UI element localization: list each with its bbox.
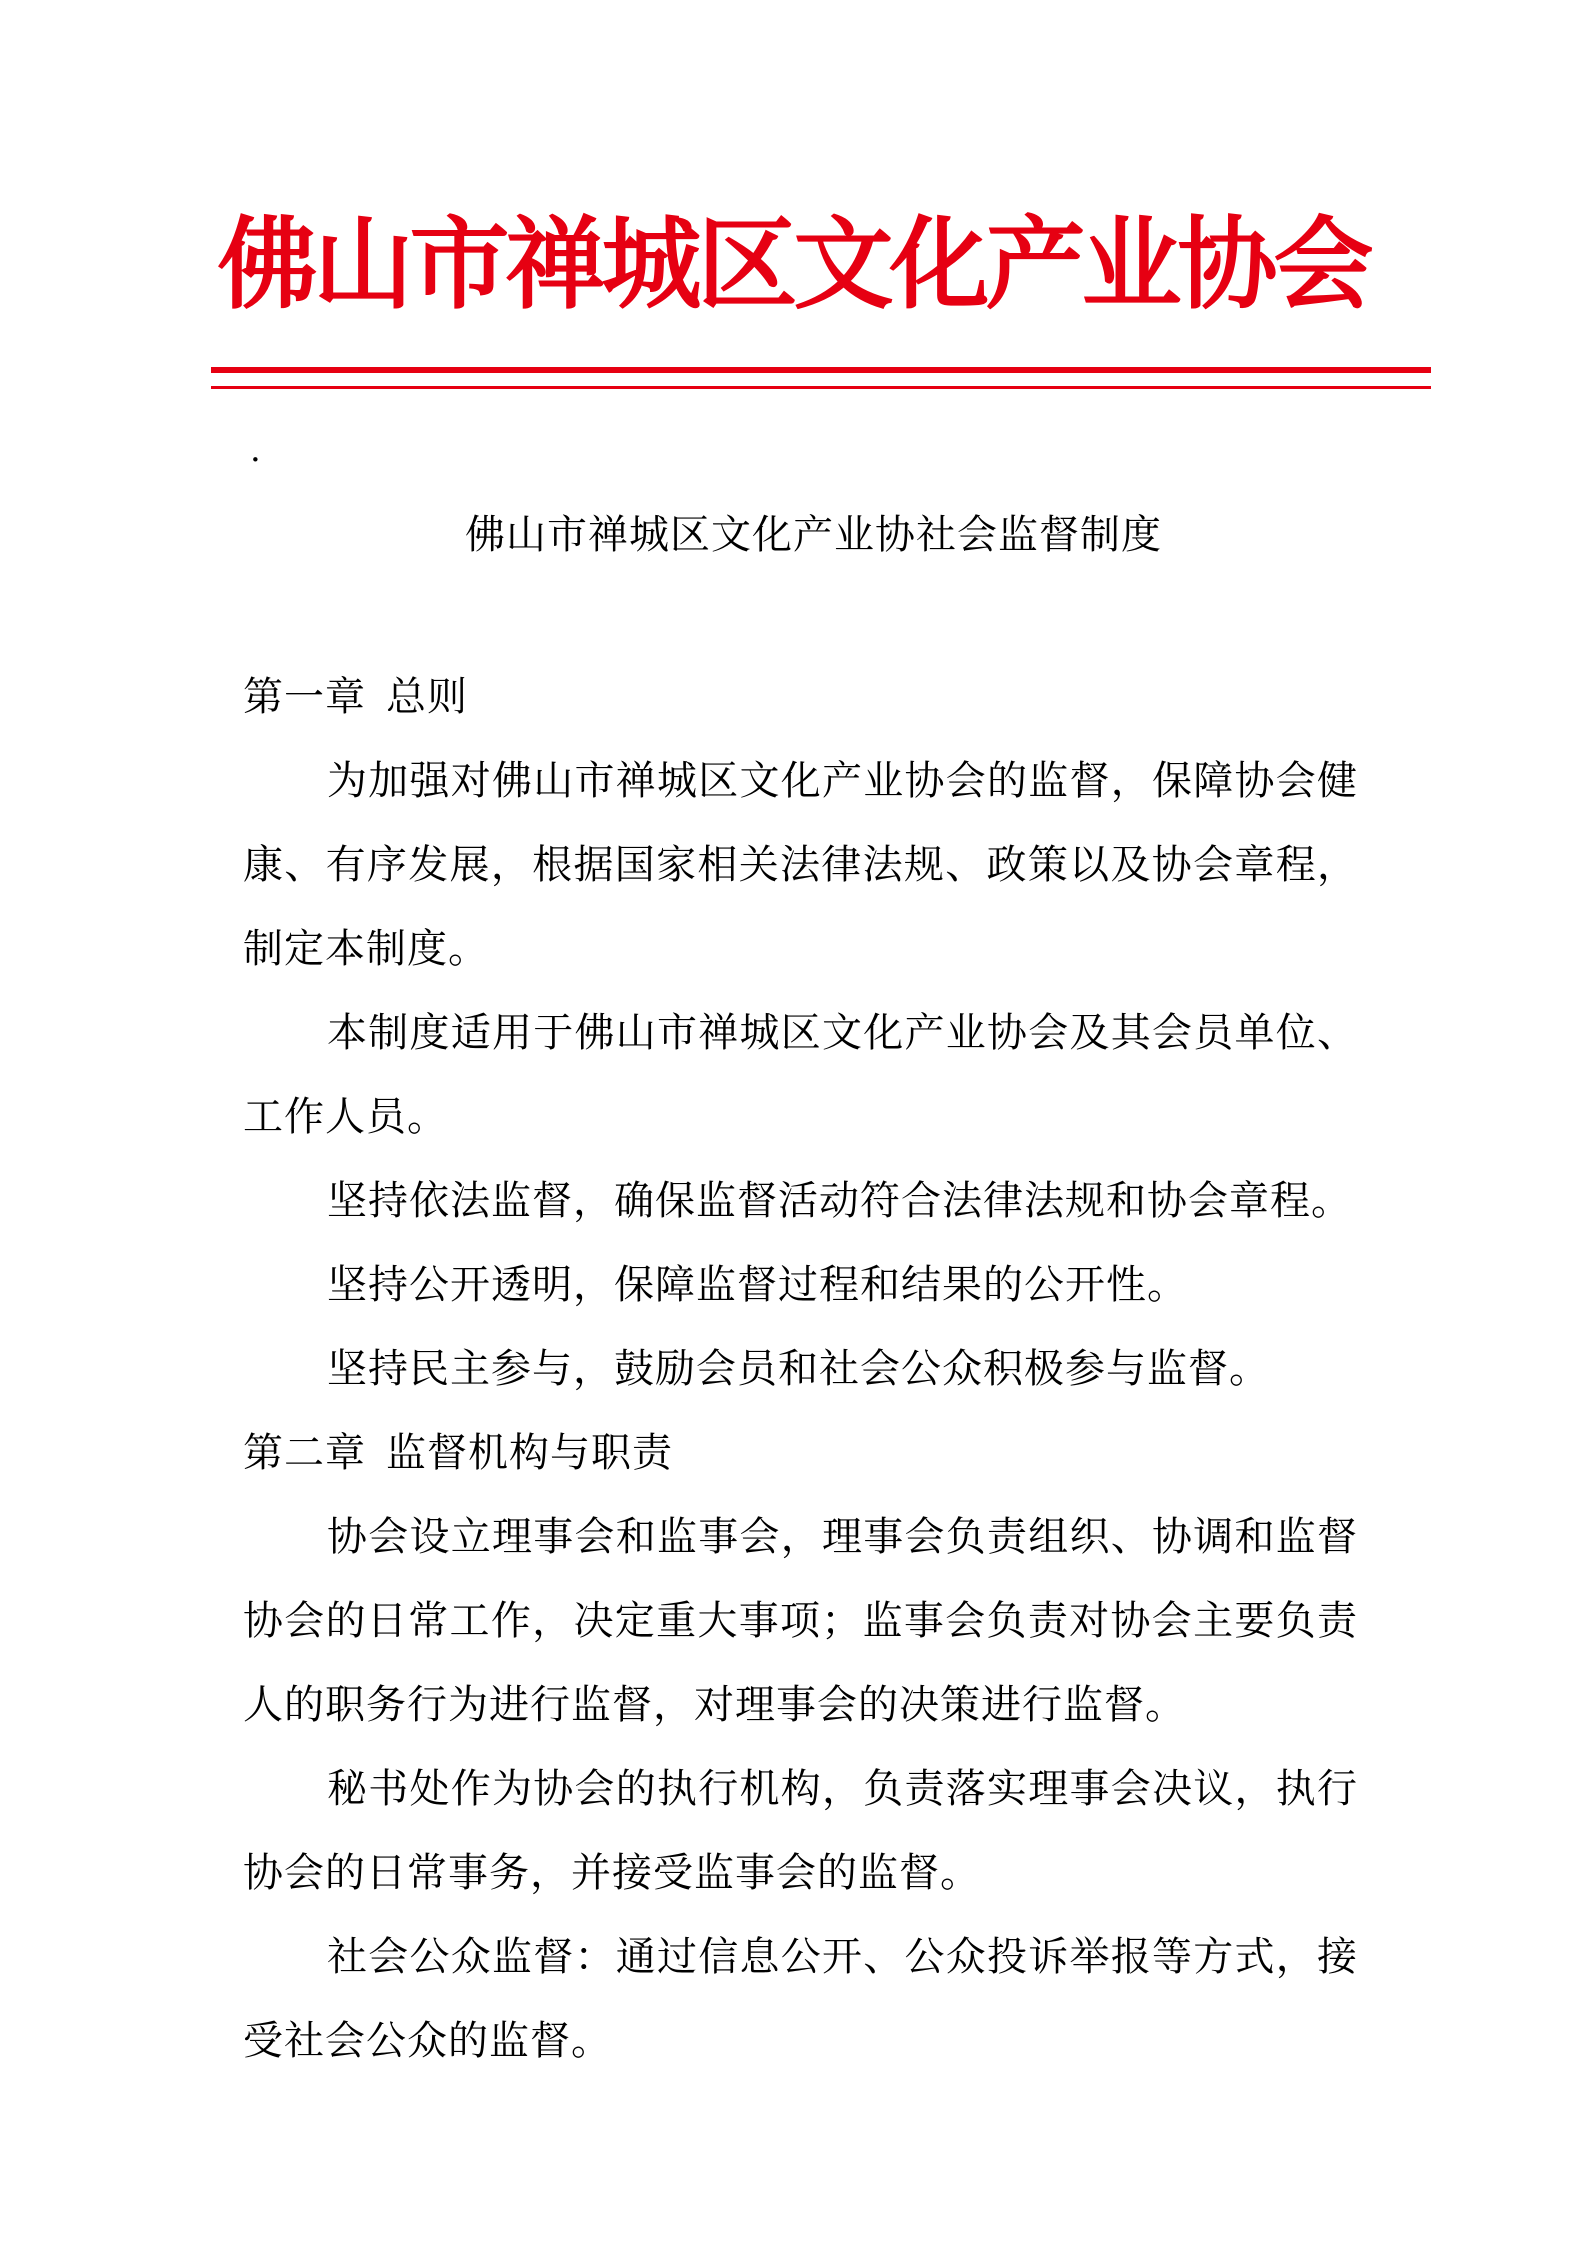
paragraph: 为加强对佛山市禅城区文化产业协会的监督，保障协会健康、有序发展，根据国家相关法律法规、政策以及协会章程，制定本制度。 [243,758,1358,972]
paragraph: 坚持民主参与，鼓励会员和社会公众积极参与监督。 [327,1346,1270,1392]
chapter-heading [243,1411,1358,1495]
document-body [243,655,1358,2083]
masthead-rule-thick [211,367,1431,373]
paragraph: 本制度适用于佛山市禅城区文化产业协会及其会员单位、工作人员。 [243,1010,1358,1140]
chapter-number: 第二章 [243,1430,366,1476]
paragraph: 协会设立理事会和监事会，理事会负责组织、协调和监督协会的日常工作，决定重大事项；监事会负责对协会主要负责人的职务行为进行监督，对理事会的决策进行监督。 [243,1514,1358,1728]
document-title: 佛山市禅城区文化产业协社会监督制度 [465,512,1162,558]
paragraph: 秘书处作为协会的执行机构，负责落实理事会决议，执行协会的日常事务，并接受监事会的监督。 [243,1766,1358,1896]
chapter-heading [243,655,1358,739]
chapter-number: 第一章 [243,674,366,720]
paragraph: 社会公众监督：通过信息公开、公众投诉举报等方式，接受社会公众的监督。 [243,1934,1358,2064]
paragraph: 坚持依法监督，确保监督活动符合法律法规和协会章程。 [327,1178,1352,1224]
chapter-title: 监督机构与职责 [386,1430,673,1476]
masthead-rule-thin [211,386,1431,389]
organization-masthead: 佛山市禅城区文化产业协会 [217,206,1370,323]
paragraph: 坚持公开透明，保障监督过程和结果的公开性。 [327,1262,1188,1308]
chapter-title: 总则 [386,674,468,720]
dot-mark: · [250,440,261,480]
